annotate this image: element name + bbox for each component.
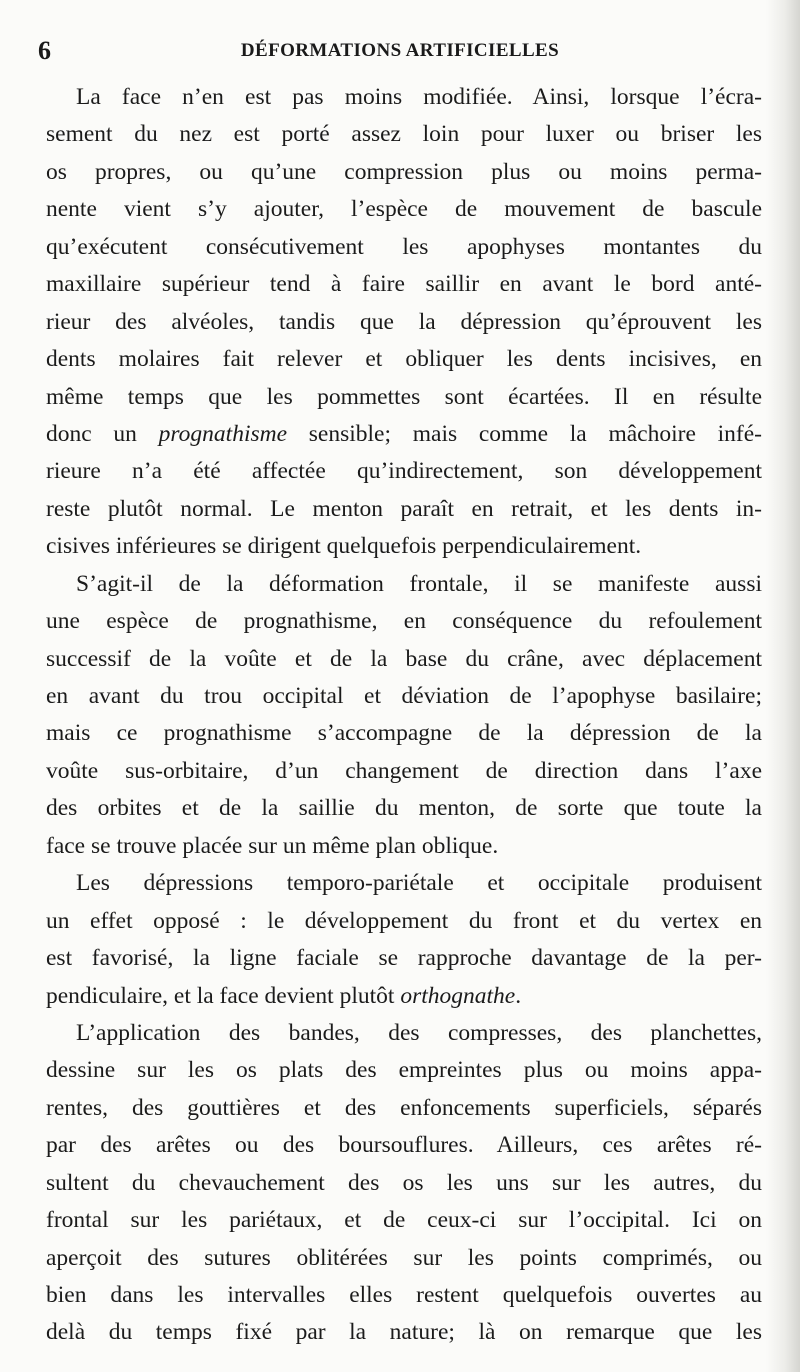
text-line: voûte sus-orbitaire, d’un changement de direction dans l’axe (46, 757, 762, 784)
text-line: rieur des alvéoles, tandis que la dépression qu’éprouvent les (46, 308, 762, 335)
text-line: sement du nez est porté assez loin pour luxer ou briser les (46, 121, 762, 148)
text-line (46, 416, 762, 453)
italic-term: prognathisme (158, 420, 288, 447)
text-line: cisives inférieures se dirigent quelquefois perpendiculairement. (46, 533, 642, 560)
text-line: La face n’en est pas moins modifiée. Ainsi, lorsque l’écra- (76, 84, 762, 110)
page-edge-shadow (766, 0, 800, 1372)
text-line: rieure n’a été affectée qu’indirectement, son développement (46, 458, 762, 485)
text-line: maxillaire supérieur tend à faire saillir en avant le bord anté- (46, 271, 762, 298)
text-line: S’agit-il de la déformation frontale, il se manifeste aussi (76, 570, 762, 597)
text-line: des orbites et de la saillie du menton, de sorte que toute la (46, 795, 762, 822)
text-line: nente vient s’y ajouter, l’espèce de mouvement de bascule (46, 196, 762, 223)
body-text (46, 79, 762, 1352)
text-run: sensible; mais comme la mâchoire infé- (287, 420, 762, 447)
text-line: reste plutôt normal. Le menton paraît en retrait, et les dents in- (46, 495, 762, 522)
text-line: successif de la voûte et de la base du crâne, avec déplacement (46, 645, 762, 672)
page-header (0, 36, 800, 66)
italic-term: orthognathe (400, 982, 516, 1009)
text-line: en avant du trou occipital et déviation de l’apophyse basilaire; (46, 683, 762, 709)
text-line: dessine sur les os plats des empreintes plus ou moins appa- (46, 1057, 762, 1084)
text-line: os propres, ou qu’une compression plus ou moins perma- (46, 158, 762, 185)
text-line: une espèce de prognathisme, en conséquence du refoulement (46, 608, 762, 635)
text-line: qu’exécutent consécutivement les apophyses montantes du (46, 233, 762, 260)
page-number: 6 (38, 36, 51, 65)
text-line: bien dans les intervalles elles restent quelquefois ouvertes au (46, 1282, 762, 1308)
running-title: DÉFORMATIONS ARTIFICIELLES (240, 40, 560, 61)
text-run: pendiculaire, et la face devient plutôt (46, 982, 401, 1009)
text-line: Les dépressions temporo-pariétale et occipitale produisent (76, 870, 762, 897)
text-line: est favorisé, la ligne faciale se rapproche davantage de la per- (46, 945, 762, 972)
text-line: frontal sur les pariétaux, et de ceux-ci sur l’occipital. Ici on (46, 1207, 762, 1234)
text-line: face se trouve placée sur un même plan oblique. (46, 832, 499, 859)
text-line: L’application des bandes, des compresses, des planchettes, (76, 1019, 762, 1046)
text-line: dents molaires fait relever et obliquer les dents incisives, en (46, 346, 762, 373)
text-line: rentes, des gouttières et des enfoncements superficiels, séparés (46, 1094, 762, 1121)
text-line: par des arêtes ou des boursouflures. Ailleurs, ces arêtes ré- (46, 1132, 762, 1159)
text-line: un effet opposé : le développement du front et du vertex en (46, 907, 762, 934)
text-line: delà du temps fixé par la nature; là on remarque que les (46, 1319, 762, 1346)
text-run: . (515, 982, 522, 1009)
text-line: sultent du chevauchement des os les uns sur les autres, du (46, 1169, 762, 1196)
text-line: même temps que les pommettes sont écartées. Il en résulte (46, 383, 762, 410)
text-line (46, 978, 762, 1015)
text-line: mais ce prognathisme s’accompagne de la dépression de la (46, 720, 762, 747)
text-run: donc un (46, 420, 159, 447)
text-line: aperçoit des sutures oblitérées sur les points comprimés, ou (46, 1244, 762, 1271)
